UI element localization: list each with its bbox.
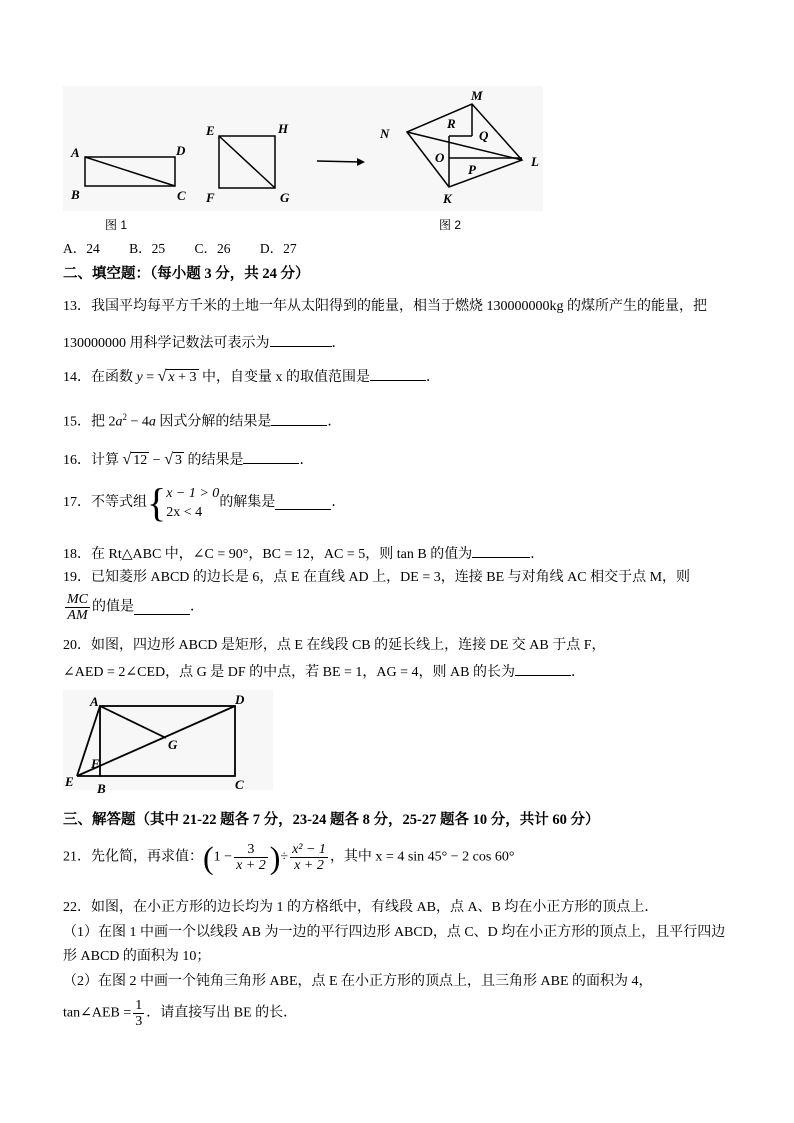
fig1-label-f: F [206, 190, 215, 205]
q19-line2: $\frac{MC}{AM}$ 的值是 ． [67, 592, 204, 623]
fig20-label-b: B [97, 781, 106, 796]
fig20-label-c: C [235, 777, 244, 792]
figure-top [63, 86, 543, 226]
q15-blank [271, 412, 327, 426]
fig20-label-d: D [235, 692, 245, 707]
fig2-label-q: Q [479, 128, 489, 143]
q14: 14．在函数 y = √ x + 3 中，自变量 x 的取值范围是 ． [63, 368, 441, 385]
q20-blank [515, 662, 571, 676]
section2-heading: 二、填空题：（每小题 3 分，共 24 分） [63, 266, 310, 282]
q13-line2: 130000000 用科学记数法可表示为 ． [63, 333, 346, 353]
q22-stem: 22．如图，在小正方形的边长均为 1 的方格纸中，有线段 AB，点 A、B 均在小正方形的顶点上． [63, 900, 659, 915]
q19-blank [134, 601, 190, 615]
option-d: D．27 [259, 241, 297, 256]
q17-blank [275, 496, 331, 510]
fig2-label-n: N [380, 126, 390, 141]
fig20-label-g: G [168, 737, 178, 752]
fig1-label-a: A [71, 145, 80, 160]
fig1-label-g: G [280, 190, 290, 205]
fig2-label-m: M [471, 88, 483, 103]
q12-options [63, 240, 323, 258]
q21: 21．先化简，再求值：(1 − $\frac{3}{x + 2}$ )÷ $\frac{\text{x² − 1}}{x + 2}$ ，其中 x = 4 sin 45° − 2 cos 60° [63, 839, 515, 876]
fig2-label-k: K [443, 191, 452, 206]
q18-blank [472, 544, 530, 558]
option-a: A．24 [63, 241, 100, 256]
fig2-label-p: P [468, 162, 476, 177]
q14-blank [370, 367, 426, 381]
q22-part1-line2: 形 ABCD 的面积为 10； [63, 949, 211, 964]
fig1-label-b: B [71, 187, 80, 202]
fig2-caption: 图 2 [439, 218, 462, 232]
q22-part1-line1: （1）在图 1 中画一个以线段 AB 为一边的平行四边形 ABCD，点 C、D 均在小正方形的顶点上，且平行四边 [63, 925, 726, 940]
fig2-label-r: R [447, 116, 456, 131]
fig1-caption: 图 1 [105, 218, 128, 232]
q22-part2-line1: （2）在图 2 中画一个钝角三角形 ABE，点 E 在小正方形的顶点上，且三角形 ABE 的面积为 4， [63, 974, 653, 989]
fig1-label-h: H [278, 121, 289, 136]
q22-part2-line2: tan∠AEB = $\frac{1}{3}$ ．请直接写出 BE 的长． [63, 998, 298, 1029]
option-c: C．26 [194, 241, 231, 256]
q19-line1: 19．已知菱形 ABCD 的边长是 6，点 E 在直线 AD 上，DE = 3，连接 BE 与对角线 AC 相交于点 M，则 [63, 570, 691, 585]
fig1-label-e: E [206, 123, 215, 138]
q15: 15．把 $2a^2 - 4a$ 因式分解的结果是 ． [63, 412, 342, 430]
q18: 18．在 Rt△ABC 中，∠C = 90°，BC = 12，AC = 5，则 tan B 的值为 ． [63, 544, 544, 564]
q20-line1: 20．如图，四边形 ABCD 是矩形，点 E 在线段 CB 的延长线上，连接 DE 交 AB 于点 F， [63, 638, 606, 653]
section3-heading: 三、解答题（其中 21-22 题各 7 分，23-24 题各 8 分，25-27 题各 10 分，共计 60 分） [63, 812, 600, 828]
fig20-label-f: F [91, 756, 100, 771]
fig2-label-l: L [531, 154, 539, 169]
fig1-label-d: D [176, 143, 186, 158]
fig1-label-c: C [177, 188, 186, 203]
fig2-label-o: O [435, 150, 445, 165]
q16: 16．计算 √ 12 − √ 3 的结果是 ． [63, 451, 314, 468]
q16-blank [243, 450, 299, 464]
option-b: B．25 [129, 241, 166, 256]
fig20-label-a: A [90, 694, 99, 709]
fig20-label-e: E [65, 774, 74, 789]
q20-line2: ∠AED = 2∠CED，点 G 是 DF 的中点，若 BE = 1，AG = 4，则 AB 的长为 ． [63, 662, 585, 682]
q13-line1: 13．我国平均每平方千米的土地一年从太阳得到的能量，相当于燃烧 130000000kg 的煤所产生的能量，把 [63, 299, 707, 314]
q17: 17．不等式组{ x − 1 > 0 2x < 4 的解集是 ． [63, 480, 346, 525]
q13-blank [270, 333, 332, 347]
